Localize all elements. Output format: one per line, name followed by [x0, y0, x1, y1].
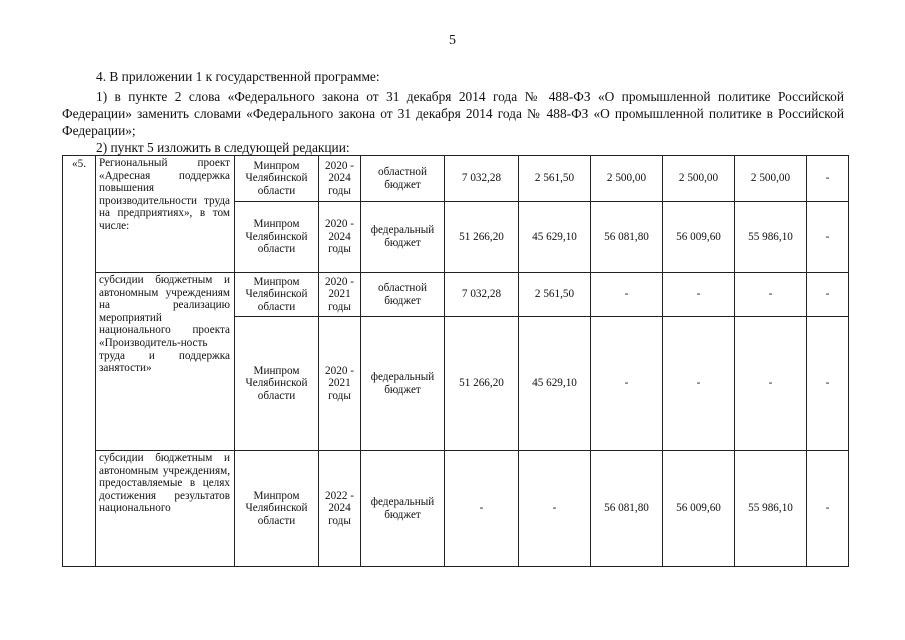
value-cell: 51 266,20 — [445, 317, 519, 451]
value-cell: 55 986,10 — [735, 202, 807, 273]
value-cell: 7 032,28 — [445, 156, 519, 202]
value-cell: 56 009,60 — [663, 451, 735, 567]
value-cell: 2 561,50 — [519, 156, 591, 202]
value-cell: 56 081,80 — [591, 451, 663, 567]
item-name: Региональный проект «Адресная поддержка повышения производительности труда на предприятиях», в том числе: — [96, 156, 235, 273]
value-cell: 2 500,00 — [735, 156, 807, 202]
budget-table — [62, 155, 849, 567]
table-row — [63, 451, 849, 567]
value-extra: - — [807, 317, 849, 451]
value-cell: - — [663, 317, 735, 451]
value-cell: 55 986,10 — [735, 451, 807, 567]
funding-source: федеральный бюджет — [361, 202, 445, 273]
executor: Минпром Челябинской области — [235, 156, 319, 202]
value-cell: - — [735, 317, 807, 451]
value-cell: - — [519, 451, 591, 567]
value-cell: - — [591, 317, 663, 451]
value-cell: - — [663, 273, 735, 317]
funding-source: федеральный бюджет — [361, 317, 445, 451]
value-extra: - — [807, 156, 849, 202]
value-cell: 2 500,00 — [591, 156, 663, 202]
period-years: 2022 - 2024 годы — [319, 451, 361, 567]
executor: Минпром Челябинской области — [235, 273, 319, 317]
row-number: «5. — [63, 156, 96, 567]
paragraph-item-2: 2) пункт 5 изложить в следующей редакции: — [96, 140, 350, 155]
value-extra: - — [807, 273, 849, 317]
value-cell: - — [591, 273, 663, 317]
item-name: субсидии бюджетным и автономным учреждениям, предоставляемые в целях достижения результатов национального — [96, 451, 235, 567]
funding-source: федеральный бюджет — [361, 451, 445, 567]
period-years: 2020 - 2024 годы — [319, 156, 361, 202]
value-cell: 7 032,28 — [445, 273, 519, 317]
funding-source: областной бюджет — [361, 156, 445, 202]
value-cell: 2 561,50 — [519, 273, 591, 317]
item-name: субсидии бюджетным и автономным учреждениям на реализацию мероприятий национального проекта «Производитель-ность труда и поддержка занятости» — [96, 273, 235, 451]
executor: Минпром Челябинской области — [235, 317, 319, 451]
value-cell: 56 009,60 — [663, 202, 735, 273]
value-cell: - — [735, 273, 807, 317]
table-row — [63, 156, 849, 202]
period-years: 2020 - 2021 годы — [319, 273, 361, 317]
value-cell: 51 266,20 — [445, 202, 519, 273]
value-extra: - — [807, 202, 849, 273]
value-cell: 45 629,10 — [519, 317, 591, 451]
value-cell: 2 500,00 — [663, 156, 735, 202]
value-cell: - — [445, 451, 519, 567]
funding-source: областной бюджет — [361, 273, 445, 317]
table-body — [63, 156, 849, 567]
value-cell: 45 629,10 — [519, 202, 591, 273]
executor: Минпром Челябинской области — [235, 202, 319, 273]
paragraph-item-1: 1) в пункте 2 слова «Федерального закона от 31 декабря 2014 года № 488-ФЗ «О промышленной политике Российской Федерации» заменить словами «Федерального закона от 31 декабря 2014 года № 488-ФЗ «О промышленной политике в Российской Федерации»; — [62, 89, 844, 138]
table-row — [63, 273, 849, 317]
period-years: 2020 - 2024 годы — [319, 202, 361, 273]
executor: Минпром Челябинской области — [235, 451, 319, 567]
page-number: 5 — [449, 33, 456, 48]
value-cell: 56 081,80 — [591, 202, 663, 273]
period-years: 2020 - 2021 годы — [319, 317, 361, 451]
value-extra: - — [807, 451, 849, 567]
paragraph-intro: 4. В приложении 1 к государственной программе: — [96, 69, 380, 84]
